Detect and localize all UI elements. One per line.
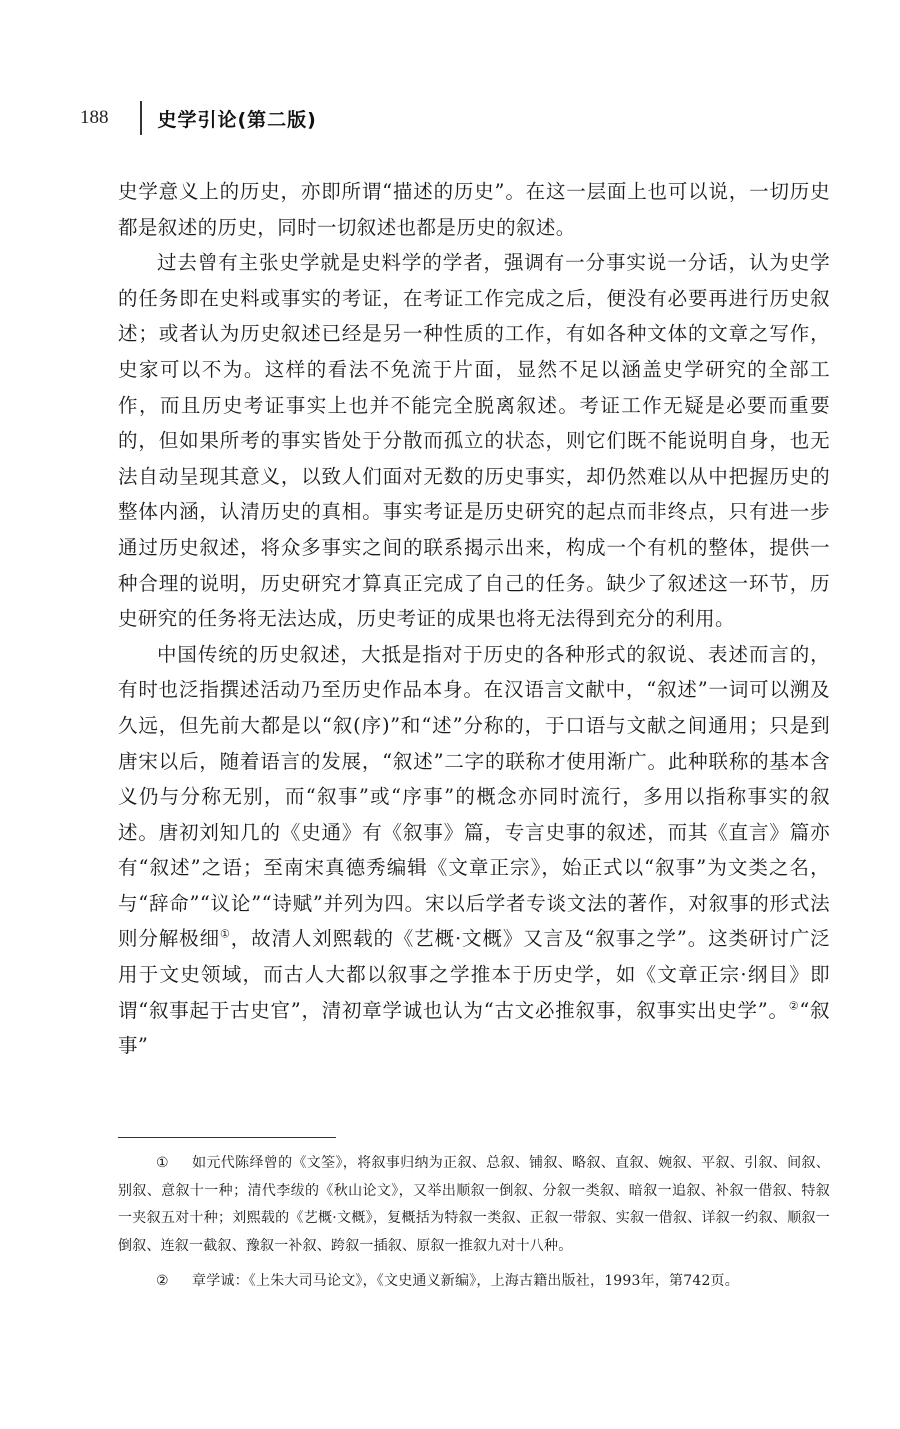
footnote-separator xyxy=(118,1137,336,1138)
footnote-marker: ② xyxy=(156,1273,169,1290)
footnote-reference: ① xyxy=(219,927,231,941)
page-number: 188 xyxy=(80,107,109,128)
footnote-text: 章学诚：《上朱大司马论文》，《文史通义新编》，上海古籍出版社，1993年，第742页。 xyxy=(192,1273,739,1290)
paragraph: 过去曾有主张史学就是史料学的学者，强调有一分事实说一分话，认为史学的任务即在史料或事实的考证，在考证工作完成之后，便没有必要再进行历史叙述；或者认为历史叙述已经是另一种性质的工作，有如各种文体的文章之写作，史家可以不为。这样的看法不免流于片面，显然不足以涵盖史学研究的全部工作，而且历史考证事实上也并不能完全脱离叙述。考证工作无疑是必要而重要的，但如果所考的事实皆处于分散而孤立的状态，则它们既不能说明自身，也无法自动呈现其意义，以致人们面对无数的历史事实，却仍然难以从中把握历史的整体内涵，认清历史的真相。事实考证是历史研究的起点而非终点，只有进一步通过历史叙述，将众多事实之间的联系揭示出来，构成一个有机的整体，提供一种合理的说明，历史研究才算真正完成了自己的任务。缺少了叙述这一环节，历史研究的任务将无法达成，历史考证的成果也将无法得到充分的利用。 xyxy=(118,251,830,631)
body-text xyxy=(118,174,830,1064)
paragraph-continuation: 史学意义上的历史，亦即所谓“描述的历史”。在这一层面上也可以说，一切历史都是叙述的历史，同时一切叙述也都是历史的叙述。 xyxy=(118,180,830,239)
footnotes xyxy=(118,1150,830,1304)
running-title: 史学引论(第二版) xyxy=(157,108,317,131)
footnote-marker: ① xyxy=(156,1155,169,1171)
footnote xyxy=(118,1150,830,1260)
footnote-reference: ② xyxy=(788,999,800,1013)
page-header xyxy=(80,100,317,136)
footnote xyxy=(118,1268,830,1296)
footnote-text: 如元代陈绎曾的《文筌》，将叙事归纳为正叙、总叙、铺叙、略叙、直叙、婉叙、平叙、引叙、间叙、别叙、意叙十一种；清代李绂的《秋山论文》，又举出顺叙一倒叙、分叙一类叙、暗叙一追叙、补叙一借叙、特叙一夹叙五对十种；刘熙载的《艺概·文概》，复概括为特叙一类叙、正叙一带叙、实叙一借叙、详叙一约叙、顺叙一倒叙、连叙一截叙、豫叙一补叙、跨叙一插叙、原叙一推叙九对十八种。 xyxy=(118,1155,830,1254)
paragraph-text: “叙事” xyxy=(118,998,830,1058)
paragraph-text: ，故清人刘熙载的《艺概·文概》又言及“叙事之学”。这类研讨广泛用于文史领域，而古人大都以叙事之学推本于历史学，如《文章正宗·纲目》即谓“叙事起于古史官”，清初章学诚也认为“古文必推叙事，叙事实出史学”。 xyxy=(118,927,830,1022)
paragraph-text: 中国传统的历史叙述，大抵是指对于历史的各种形式的叙说、表述而言的，有时也泛指撰述活动乃至历史作品本身。在汉语言文献中，“叙述”一词可以溯及久远，但先前大都是以“叙(序)”和“述”分称的，于口语与文献之间通用；只是到唐宋以后，随着语言的发展，“叙述”二字的联称才使用渐广。此种联称的基本含义仍与分称无别，而“叙事”或“序事”的概念亦同时流行，多用以指称事实的叙述。唐初刘知几的《史通》有《叙事》篇，专言史事的叙述，而其《直言》篇亦有“叙述”之语；至南宋真德秀编辑《文章正宗》，始正式以“叙事”为文类之名，与“辞命”“议论”“诗赋”并列为四。宋以后学者专谈文法的著作，对叙事的形式法则分解极细 xyxy=(118,642,830,951)
header-divider xyxy=(140,101,142,135)
paragraph xyxy=(118,637,830,1064)
